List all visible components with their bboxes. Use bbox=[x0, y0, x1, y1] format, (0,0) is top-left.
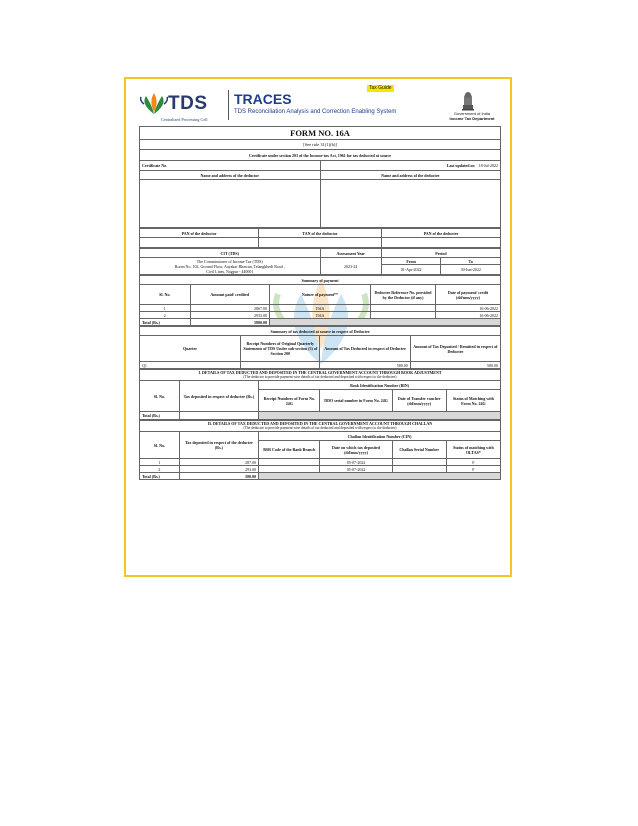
cell: 16-06-2022 bbox=[435, 305, 500, 312]
cell: 293.00 bbox=[179, 466, 258, 473]
col-header: Tax deposited in respect of the deductee (Rs.) bbox=[179, 432, 258, 459]
period-from-label: From bbox=[381, 258, 441, 265]
cit-table bbox=[139, 248, 501, 275]
cell: 2933.00 bbox=[190, 312, 269, 319]
tan-deductor-value bbox=[259, 238, 382, 248]
period-from-value: 01-Apr-2022 bbox=[381, 265, 441, 275]
col-header: Receipt Numbers of Original Quarterly Statements of TDS Under sub-section (3) of Section 200 bbox=[241, 336, 320, 362]
period-label: Period bbox=[381, 249, 500, 258]
cit-label: CIT (TDS) bbox=[140, 249, 321, 258]
total-row bbox=[140, 412, 501, 420]
cell bbox=[371, 312, 436, 319]
col-header: Amount of Tax Deducted in respect of Deductee bbox=[320, 336, 410, 362]
col-header: Tax deposited in respect of deductee (Rs.) bbox=[179, 381, 258, 412]
period-to-label: To bbox=[441, 258, 501, 265]
last-updated-value: 18-Jul-2022 bbox=[478, 163, 498, 168]
deductee-name-label: Name and address of the deductee bbox=[320, 171, 501, 180]
tax-guide-tag: Tax Guide bbox=[369, 85, 392, 91]
col-header: Date on which tax deposited (dd/mm/yyyy) bbox=[320, 441, 392, 459]
form-16a bbox=[139, 126, 501, 480]
certificate-no-label: Certificate No. bbox=[140, 161, 321, 171]
shaded-cell bbox=[269, 319, 500, 326]
col-header: Deductee Reference No. provided by the Deductor (if any) bbox=[371, 285, 436, 305]
cell: 1 bbox=[140, 459, 180, 466]
challan-heading bbox=[140, 421, 501, 432]
cell: 2 bbox=[140, 466, 180, 473]
table-row bbox=[140, 466, 501, 473]
cell: F bbox=[446, 459, 500, 466]
col-header: Date of payment/ credit (dd/mm/yyyy) bbox=[435, 285, 500, 305]
cell: 2 bbox=[140, 312, 191, 319]
summary-tax-heading: Summary of tax deducted at source in respect of Deductee bbox=[140, 327, 501, 336]
cell: 287.00 bbox=[179, 459, 258, 466]
tds-brand: TDS bbox=[168, 93, 208, 114]
shaded-cell bbox=[259, 473, 501, 480]
cin-label: Challan Identification Number (CIN) bbox=[259, 432, 501, 441]
gov-label: Government of India bbox=[453, 111, 491, 116]
col-header: DDO serial number in Form No. 24G bbox=[320, 390, 392, 412]
traces-brand: TRACES bbox=[234, 91, 292, 107]
total-value: 580.00 bbox=[179, 473, 258, 480]
summary-payment-table bbox=[139, 275, 501, 326]
tan-deductor-label: TAN of the deductor bbox=[259, 229, 382, 238]
deductor-name-label: Name and address of the deductor bbox=[140, 171, 321, 180]
cell: F bbox=[446, 466, 500, 473]
section-note: (The deductor to provide payment wise details of tax deducted and deposited with respect to the deductee) bbox=[243, 375, 397, 379]
last-updated-label: Last updated on bbox=[446, 163, 475, 168]
pan-deductor-value bbox=[140, 238, 259, 248]
form-rule: [See rule 31(1)(b)] bbox=[140, 140, 501, 150]
summary-tax-table bbox=[139, 326, 501, 369]
table-row bbox=[140, 305, 501, 312]
total-value bbox=[179, 412, 258, 420]
tds-subtitle: Centralized Processing Cell bbox=[161, 117, 208, 122]
cell bbox=[392, 459, 446, 466]
deductee-address bbox=[320, 180, 501, 228]
dept-label: Income Tax Department bbox=[449, 116, 495, 121]
col-header: Challan Serial Number bbox=[392, 441, 446, 459]
cell bbox=[392, 466, 446, 473]
cit-address-line: Civil Lines, Nagpur - 440001 bbox=[206, 268, 254, 274]
book-adjustment-heading bbox=[140, 370, 501, 381]
cell: 1 bbox=[140, 305, 191, 312]
assessment-year-label: Assessment Year bbox=[320, 249, 381, 258]
national-emblem-icon bbox=[458, 89, 478, 111]
pan-deductee-label: PAN of the deductee bbox=[381, 229, 500, 238]
section-heading: I. DETAILS OF TAX DEDUCTED AND DEPOSITED IN THE CENTRAL GOVERNMENT ACCOUNT THROUGH BOOK ADJUSTMENT bbox=[198, 369, 442, 375]
pan-deductor-label: PAN of the deductor bbox=[140, 229, 259, 238]
cell: 05-07-2022 bbox=[320, 466, 392, 473]
cell: Q1 bbox=[140, 362, 241, 369]
total-label: Total (Rs.) bbox=[140, 319, 191, 326]
tds-flower-icon bbox=[140, 92, 168, 116]
col-header: Amount paid/ credited bbox=[190, 285, 269, 305]
col-header: BSR Code of the Bank Branch bbox=[259, 441, 320, 459]
cit-address-line: Room No. 102, Ground Floor, Aayakar Bhawan, Telangkhedi Road , bbox=[174, 263, 285, 269]
period-to-value: 30-Jun-2022 bbox=[441, 265, 501, 275]
form-subtitle: Certificate under section 203 of the Income-tax Act, 1961 for tax deducted at source bbox=[140, 150, 501, 161]
cell: 580.00 bbox=[410, 362, 500, 369]
total-label: Total (Rs.) bbox=[140, 412, 180, 420]
book-adjustment-table bbox=[139, 369, 501, 420]
form-frame bbox=[124, 77, 512, 577]
summary-payment-heading: Summary of payment bbox=[140, 276, 501, 285]
shaded-cell bbox=[259, 412, 501, 420]
cit-address bbox=[140, 258, 321, 275]
table-row bbox=[140, 362, 501, 369]
cit-address-line: The Commissioner of Income Tax (TDS) bbox=[196, 258, 263, 264]
cell bbox=[371, 305, 436, 312]
traces-subtitle: TDS Reconciliation Analysis and Correction Enabling System bbox=[234, 109, 397, 115]
col-header: Amount of Tax Deposited / Remitted in respect of Deductee bbox=[410, 336, 500, 362]
col-header: Sl. No. bbox=[140, 381, 180, 412]
form-title: FORM NO. 16A bbox=[140, 127, 501, 140]
section-note: (The deductor to provide payment wise details of tax deducted and deposited with respect to the deductee) bbox=[243, 426, 397, 430]
total-row bbox=[140, 473, 501, 480]
table-row bbox=[140, 459, 501, 466]
cell: 194A bbox=[269, 312, 370, 319]
col-header: Sl. No. bbox=[140, 432, 180, 459]
deductor-address bbox=[140, 180, 321, 228]
col-header: Status of matching with OLTAS* bbox=[446, 441, 500, 459]
cell bbox=[241, 362, 320, 369]
table-row bbox=[140, 312, 501, 319]
col-header: Date of Transfer voucher (dd/mm/yyyy) bbox=[392, 390, 446, 412]
col-header: Nature of payment** bbox=[269, 285, 370, 305]
col-header: Quarter bbox=[140, 336, 241, 362]
bin-label: Book Identification Number (BIN) bbox=[259, 381, 501, 390]
total-value: 5800.00 bbox=[190, 319, 269, 326]
cell: 580.00 bbox=[320, 362, 410, 369]
col-header: Status of Matching with Form No. 24G bbox=[446, 390, 500, 412]
cell bbox=[259, 466, 320, 473]
cell: 05-07-2022 bbox=[320, 459, 392, 466]
pan-deductee-value bbox=[381, 238, 500, 248]
pan-tan-table bbox=[139, 228, 501, 248]
total-row bbox=[140, 319, 501, 326]
cell bbox=[259, 459, 320, 466]
cell: 194A bbox=[269, 305, 370, 312]
col-header: Sl. No. bbox=[140, 285, 191, 305]
cell: 2867.00 bbox=[190, 305, 269, 312]
col-header: Receipt Numbers of Form No. 24G bbox=[259, 390, 320, 412]
assessment-year-value: 2023-24 bbox=[320, 258, 381, 275]
header-divider bbox=[228, 90, 229, 120]
section-heading: II. DETAILS OF TAX DEDUCTED AND DEPOSITED IN THE CENTRAL GOVERNMENT ACCOUNT THROUGH CHALLAN bbox=[207, 420, 433, 426]
challan-table bbox=[139, 420, 501, 480]
cell: 16-06-2022 bbox=[435, 312, 500, 319]
total-label: Total (Rs.) bbox=[140, 473, 180, 480]
tds-logo bbox=[140, 92, 226, 120]
form-header-table bbox=[139, 126, 501, 228]
